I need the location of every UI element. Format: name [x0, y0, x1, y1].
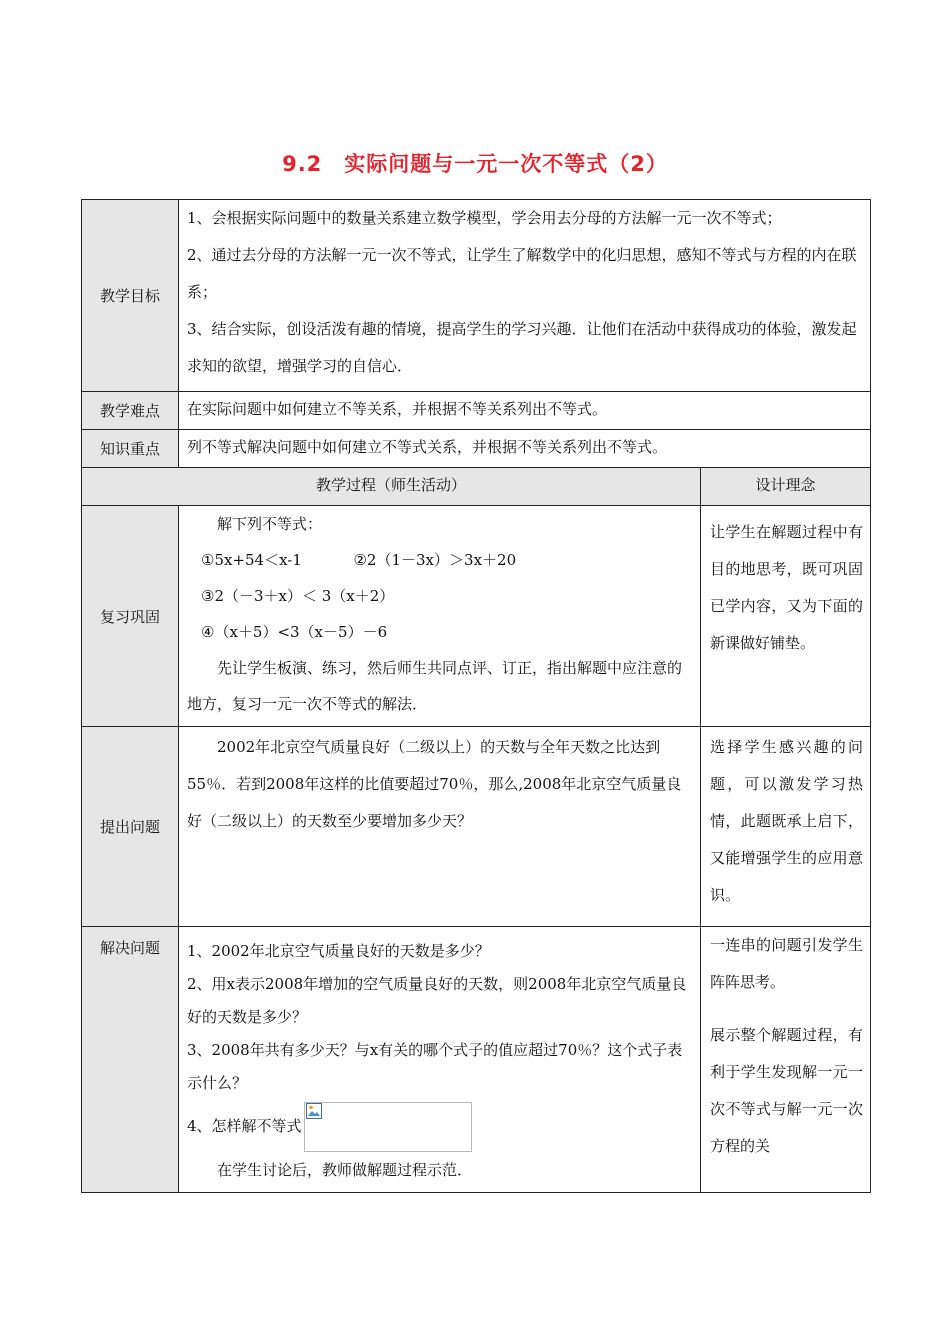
solve-content	[179, 927, 701, 1193]
review-content	[179, 506, 701, 727]
solve-row	[82, 927, 871, 1193]
equation-1: ①5x+54＜x-1	[201, 551, 302, 569]
inequality-image-placeholder	[304, 1102, 472, 1152]
review-note: 先让学生板演、练习，然后师生共同点评、订正，指出解题中应注意的地方，复习一元一次不等式的解法．	[187, 659, 683, 713]
objectives-content	[179, 200, 871, 392]
objective-line: 1、会根据实际问题中的数量关系建立数学模型，学会用去分母的方法解一元一次不等式；	[187, 209, 782, 227]
solve-closing: 在学生讨论后，教师做解题过程示范．	[217, 1161, 473, 1179]
difficulty-row	[82, 392, 871, 430]
solve-label: 解决问题	[82, 927, 179, 1193]
solve-question-1: 1、2002年北京空气质量良好的天数是多少？	[187, 942, 490, 960]
review-intro: 解下列不等式：	[217, 515, 323, 533]
process-header-row	[82, 468, 871, 506]
review-equations-line	[187, 542, 692, 578]
review-design	[701, 506, 871, 727]
objective-line: 2、通过去分母的方法解一元一次不等式，让学生了解数学中的化归思想，感知不等式与方程的内在联系；	[187, 246, 857, 301]
review-design-text: 让学生在解题过程中有目的地思考，既可巩固已学内容，又为下面的新课做好铺垫。	[710, 523, 863, 652]
key-points-label: 知识重点	[82, 430, 179, 468]
problem-design-text: 选择学生感兴趣的问题，可以激发学习热情，此题既承上启下，又能增强学生的应用意识。	[710, 738, 863, 904]
review-label: 复习巩固	[82, 506, 179, 727]
equation-3: ③2（－3＋x）＜ 3（x＋2）	[201, 587, 395, 605]
key-points-content	[179, 430, 871, 468]
objectives-row	[82, 200, 871, 392]
objective-line: 3、结合实际，创设活泼有趣的情境，提高学生的学习兴趣．让他们在活动中获得成功的体验，激发起求知的欲望，增强学习的自信心．	[187, 320, 857, 375]
solve-design-text-1: 一连串的问题引发学生阵阵思考。	[710, 936, 863, 991]
solve-question-3: 3、2008年共有多少天？与x有关的哪个式子的值应超过70％？这个式子表示什么？	[187, 1041, 683, 1092]
solve-question-4: 4、怎样解不等式	[187, 1117, 302, 1135]
solve-design-text-2: 展示整个解题过程，有利于学生发现解一元一次不等式与解一元一次方程的关	[710, 1026, 863, 1155]
problem-design	[701, 727, 871, 927]
key-points-row	[82, 430, 871, 468]
page-title: 9.2 实际问题与一元一次不等式（2）	[282, 152, 668, 176]
problem-content	[179, 727, 701, 927]
difficulty-label: 教学难点	[82, 392, 179, 430]
problem-row	[82, 727, 871, 927]
lesson-plan-table	[81, 199, 871, 1193]
difficulty-content	[179, 392, 871, 430]
objectives-label: 教学目标	[82, 200, 179, 392]
review-row	[82, 506, 871, 727]
broken-image-icon	[306, 1103, 322, 1119]
key-points-text: 列不等式解决问题中如何建立不等式关系，并根据不等关系列出不等式。	[187, 438, 668, 456]
design-header: 设计理念	[701, 468, 871, 506]
solve-question-2: 2、用x表示2008年增加的空气质量良好的天数，则2008年北京空气质量良好的天数是多少？	[187, 975, 687, 1026]
problem-text: 2002年北京空气质量良好（二级以上）的天数与全年天数之比达到55％．若到2008年这样的比值要超过70％，那么,2008年北京空气质量良好（二级以上）的天数至少要增加多少天？	[187, 738, 682, 830]
equation-4: ④（x＋5）<3（x－5）－6	[201, 623, 388, 641]
equation-2: ②2（1－3x）＞3x＋20	[353, 551, 517, 569]
problem-label: 提出问题	[82, 727, 179, 927]
process-header: 教学过程（师生活动）	[82, 468, 701, 506]
difficulty-text: 在实际问题中如何建立不等关系，并根据不等关系列出不等式。	[187, 400, 608, 418]
solve-design	[701, 927, 871, 1193]
solve-question-4-line	[187, 1100, 692, 1152]
